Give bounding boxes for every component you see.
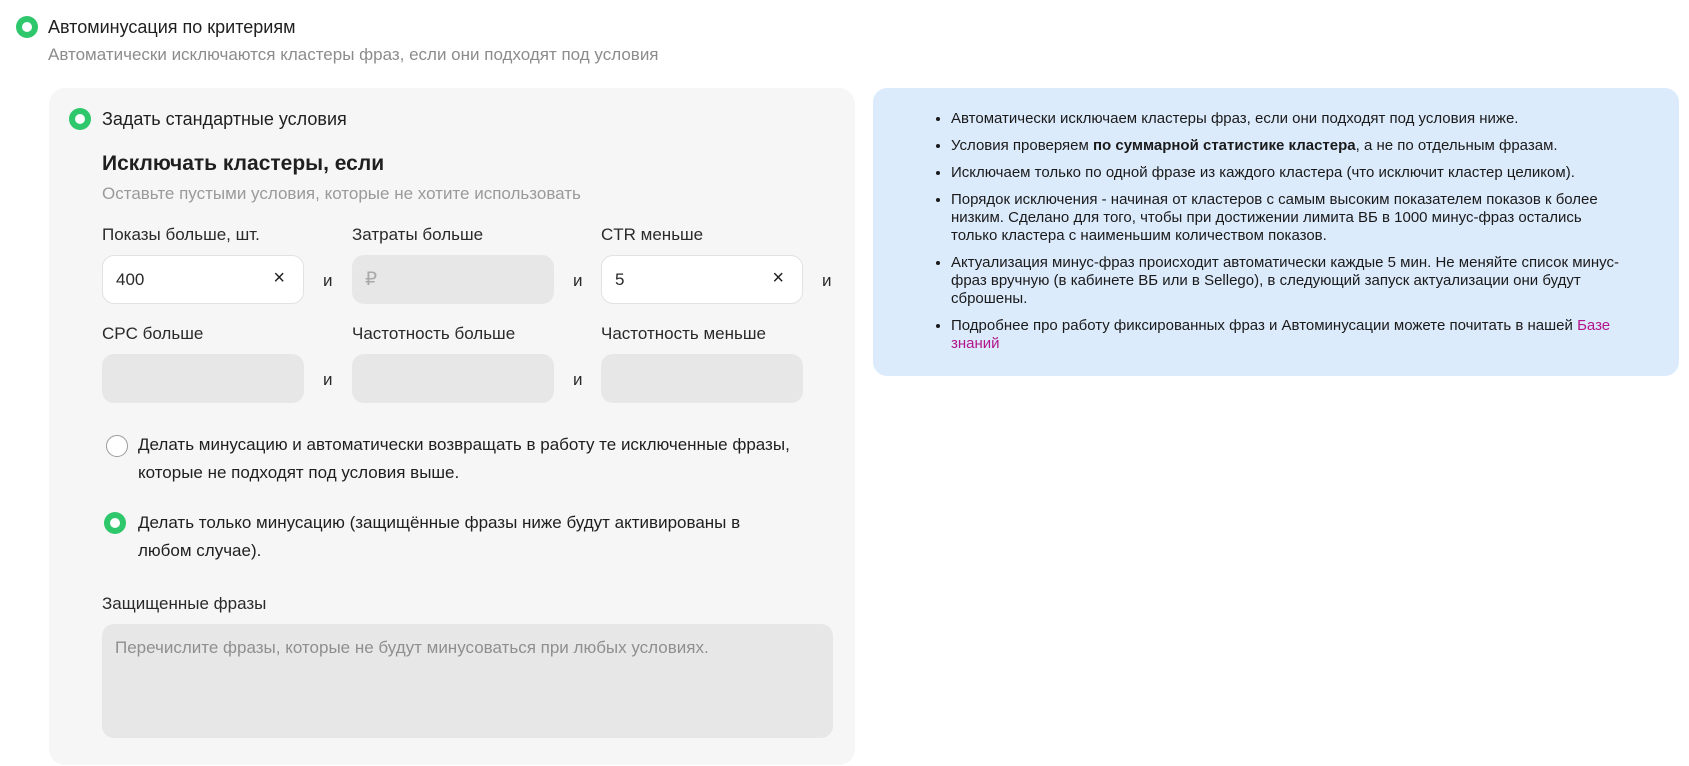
info-item: • Порядок исключения - начиная от кластеров с самым высоким показателем показов к более низким. Сделано для того, чтобы при достижении лимита ВБ в 1000 минус-фраз остались только кластера с наименьшим количеством показов. bbox=[951, 191, 1661, 245]
protected-phrases-textarea[interactable] bbox=[102, 624, 833, 738]
info-item: • Подробнее про работу фиксированных фраз и Автоминусации можете почитать в нашей Базе знаний bbox=[951, 317, 1661, 353]
ctr-value: 5 bbox=[615, 270, 625, 289]
costs-label: Затраты больше bbox=[352, 225, 484, 244]
standard-conditions-radio[interactable] bbox=[69, 108, 91, 130]
conjunction-and: и bbox=[573, 271, 583, 290]
info-list bbox=[951, 110, 1661, 362]
knowledge-base-link[interactable]: Базе bbox=[1577, 317, 1611, 334]
autominus-criteria-subtitle: Автоматически исключаются кластеры фраз, если они подходят под условия bbox=[48, 45, 659, 64]
knowledge-base-link[interactable]: знаний bbox=[951, 335, 1000, 352]
cpc-label: CPC больше bbox=[102, 324, 204, 343]
protected-phrases-label: Защищенные фразы bbox=[102, 594, 267, 613]
info-item: • Актуализация минус-фраз происходит автоматически каждые 5 мин. Не меняйте список минус- фраз вручную (в кабинете ВБ или в Sellego), в следующий запуск актуализации они будут сброшены. bbox=[951, 254, 1661, 308]
impressions-label: Показы больше, шт. bbox=[102, 225, 260, 244]
conjunction-and: и bbox=[323, 271, 333, 290]
standard-conditions-title[interactable]: Задать стандартные условия bbox=[102, 109, 347, 129]
info-item: • Исключаем только по одной фразе из каждого кластера (что исключит кластер целиком). bbox=[951, 164, 1661, 182]
cpc-input[interactable] bbox=[102, 354, 304, 403]
only-minus-label[interactable]: Делать только минусацию (защищённые фразы ниже будут активированы в любом случае). bbox=[138, 513, 741, 560]
impressions-clear-icon[interactable]: × bbox=[273, 267, 285, 289]
ctr-label: CTR меньше bbox=[601, 225, 704, 244]
exclude-heading: Исключать кластеры, если bbox=[102, 152, 385, 175]
ruble-icon: ₽ bbox=[365, 269, 378, 290]
frequency-max-input[interactable] bbox=[601, 354, 803, 403]
info-item: • Условия проверяем по суммарной статистике кластера, а не по отдельным фразам. bbox=[951, 137, 1661, 155]
costs-input[interactable] bbox=[352, 255, 554, 304]
frequency-min-input[interactable] bbox=[352, 354, 554, 403]
frequency-min-label: Частотность больше bbox=[352, 324, 516, 343]
conjunction-and: и bbox=[822, 271, 832, 290]
info-item: • Автоматически исключаем кластеры фраз, если они подходят под условия ниже. bbox=[951, 110, 1661, 128]
return-phrases-radio[interactable] bbox=[106, 435, 128, 457]
frequency-max-label: Частотность меньше bbox=[601, 324, 766, 343]
ctr-clear-icon[interactable]: × bbox=[772, 267, 784, 289]
exclude-hint: Оставьте пустыми условия, которые не хотите использовать bbox=[102, 184, 581, 203]
conjunction-and: и bbox=[323, 370, 333, 389]
return-phrases-label[interactable]: Делать минусацию и автоматически возвращать в работу те исключенные фразы, которые не подходят под условия выше. bbox=[138, 435, 790, 482]
ctr-input[interactable] bbox=[601, 255, 803, 304]
only-minus-radio[interactable] bbox=[104, 512, 126, 534]
impressions-value: 400 bbox=[116, 270, 145, 289]
impressions-input[interactable] bbox=[102, 255, 304, 304]
autominus-criteria-title[interactable]: Автоминусация по критериям bbox=[48, 17, 296, 37]
conjunction-and: и bbox=[573, 370, 583, 389]
autominus-criteria-radio[interactable] bbox=[16, 16, 38, 38]
